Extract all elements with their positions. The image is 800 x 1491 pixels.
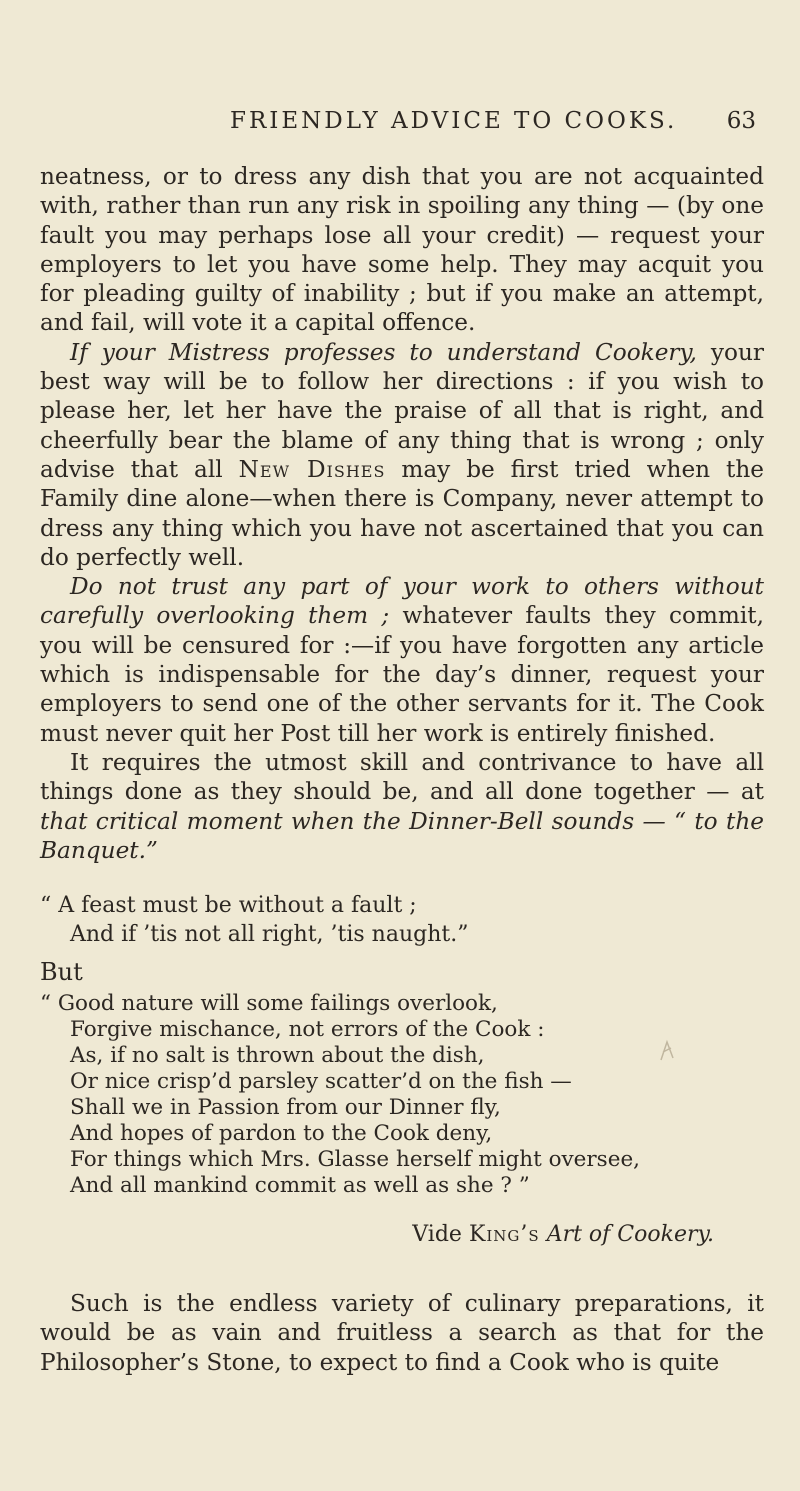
paragraph-text: whatever faults they commit, you will be censured for :—if you have forgotten any article which is indispensable for the day’s dinner, request your employers to send one of the other servants for it. The Cook must never quit her Post till her work is entirely finished. <box>40 602 765 747</box>
verse-couplet <box>40 891 764 950</box>
paragraph-skill <box>40 748 764 865</box>
paragraph-lead: Do not trust any part of your work to others without carefully overlooking them ; <box>40 573 764 630</box>
verse-stanza <box>40 991 764 1199</box>
verse-line: And hopes of pardon to the Cook deny, <box>70 1121 493 1147</box>
verse-line: “ A feast must be without a fault ; <box>40 893 417 919</box>
paragraph-trust <box>40 572 764 748</box>
new-dishes-term: New Dishes <box>238 455 386 483</box>
verse-line: As, if no salt is thrown about the dish, <box>70 1043 485 1069</box>
page-header <box>40 108 756 144</box>
citation-vide: Vide <box>412 1222 469 1248</box>
citation-work: Art of Cookery. <box>546 1222 714 1248</box>
verse-line: And all mankind commit as well as she ? ” <box>70 1173 530 1199</box>
citation-author: King’s <box>468 1222 540 1248</box>
verse-line: For things which Mrs. Glasse herself might oversee, <box>70 1147 641 1173</box>
verse-line: Shall we in Passion from our Dinner fly, <box>70 1095 501 1121</box>
paragraph-variety: Such is the endless variety of culinary preparations, it would be as vain and fruitless a search as that for the Philosopher’s Stone, to expect to find a Cook who is quite <box>40 1290 764 1376</box>
paragraph-text: It requires the utmost skill and contrivance to have all things done as they should be, and all done together — at <box>40 748 764 806</box>
verse-line: Forgive mischance, not errors of the Cook : <box>70 1017 545 1043</box>
body-text <box>40 162 764 1377</box>
verse-line: “ Good nature will some failings overlook, <box>40 991 498 1017</box>
verse-line: And if ’tis not all right, ’tis naught.” <box>70 922 469 948</box>
verse-line: Or nice crisp’d parsley scatter’d on the fish — <box>70 1069 572 1095</box>
paragraph-lead: If your Mistress professes to understand Cookery, <box>70 338 697 366</box>
paragraph-mistress <box>40 338 764 572</box>
ink-mark-icon <box>658 1038 676 1064</box>
but-line: But <box>40 957 83 986</box>
paragraph-continued: neatness, or to dress any dish that you are not acquainted with, rather than run any risk in spoiling any thing — (by one fault you may perhaps lose all your credit) — request your employers to let you have some help. They may acquit you for pleading guilty of inability ; but if you make an attempt, and fail, will vote it a capital offence. <box>40 163 764 337</box>
running-title: FRIENDLY ADVICE TO COOKS. <box>230 108 678 134</box>
paragraph-text: may be first tried when the Family dine alone—when there is Company, never attempt to dress any thing which you have not ascertained that you can do perfectly well. <box>40 455 765 571</box>
page-number: 63 <box>726 108 756 134</box>
paragraph-italic: that critical moment when the Dinner-Bell sounds — “ to the Banquet.” <box>40 807 764 864</box>
citation <box>40 1221 764 1249</box>
paragraph-text: your best way will be to follow her directions : if you wish to please her, let her have the praise of all that is right, and cheerfully bear the blame of any thing that is wrong ; only advise that all <box>40 338 764 483</box>
